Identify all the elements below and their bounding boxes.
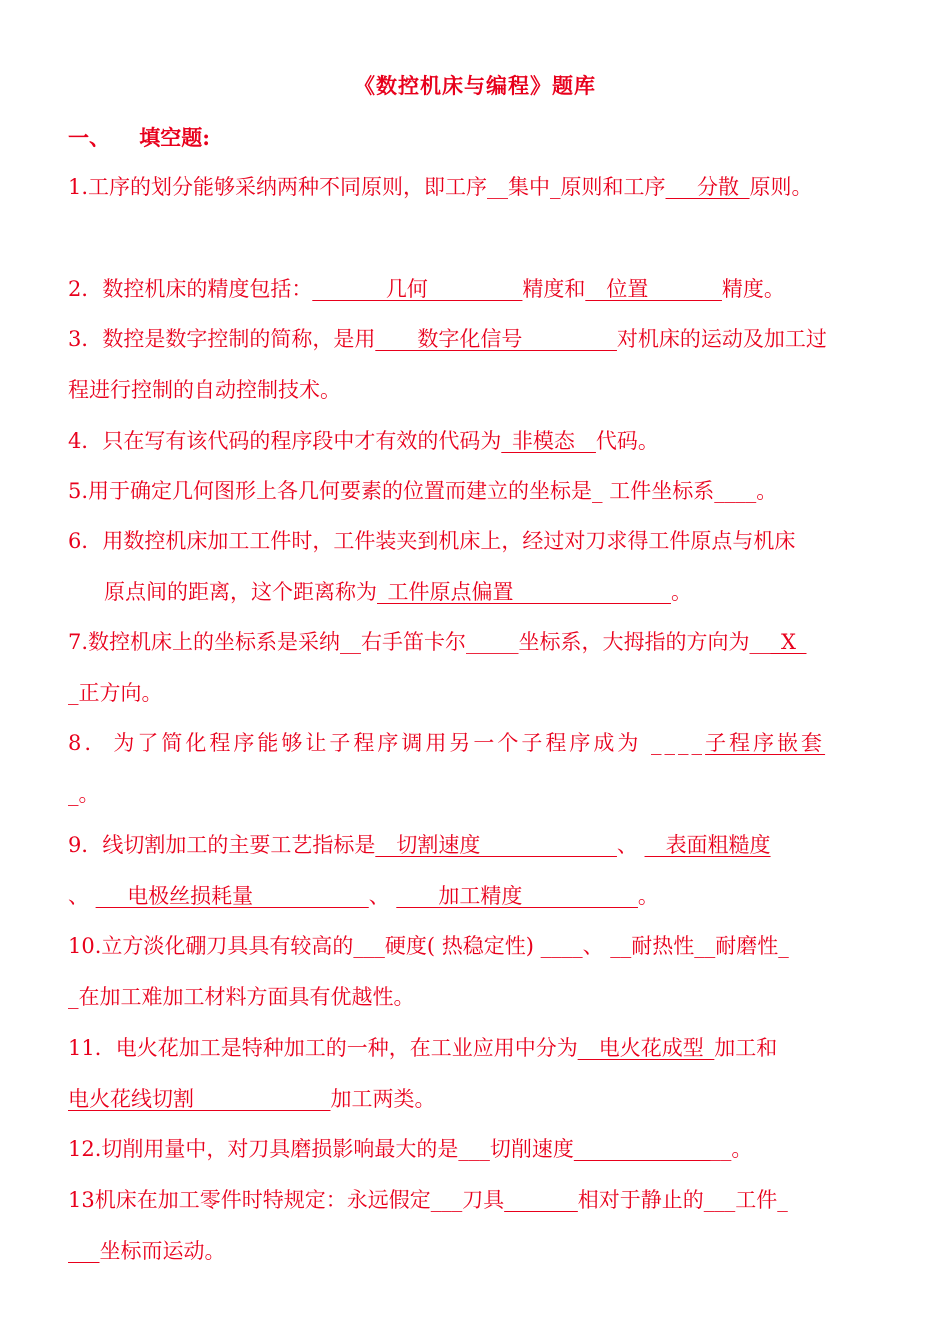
- answer-blank: _____________: [573, 1137, 711, 1161]
- answer-blank: ___电极丝损耗量___________: [95, 884, 369, 908]
- answer-blank: 子程序嵌套: [705, 731, 826, 755]
- question-text: 1.工序的划分能够采纳两种不同原则，即工序: [68, 175, 488, 199]
- answer-blank: _非模态__: [501, 429, 596, 453]
- question-text: _。: [68, 782, 100, 806]
- answer-blank: ___: [68, 1239, 100, 1263]
- question-text: _正方向。: [68, 681, 163, 705]
- question-text: 精度。: [721, 277, 785, 301]
- question-text: 原则。: [749, 175, 813, 199]
- question-text: 对机床的运动及加工过: [616, 327, 827, 351]
- question-text: 、: [68, 884, 96, 908]
- question-line: [68, 1134, 752, 1164]
- question-text: 程进行控制的自动控制技术。: [68, 378, 341, 402]
- question-text: 、: [616, 833, 645, 857]
- question-line: [68, 881, 659, 911]
- question-text: 坐标而运动。: [99, 1239, 226, 1263]
- answer-blank: ____加工精度___________: [396, 884, 638, 908]
- question-text: 。: [671, 580, 692, 604]
- question-line: [68, 172, 813, 202]
- question-text: 代码。: [595, 429, 659, 453]
- question-line: [68, 678, 163, 708]
- question-text: 8. 为了简化程序能够让子程序调用另一个子程序成为 ____: [68, 731, 706, 755]
- question-line: [104, 577, 692, 607]
- question-text: 10.立方淡化硼刀具具有较高的___硬度( 热稳定性) ____、 __耐热性__耐磨性_: [68, 934, 789, 958]
- question-line: [68, 931, 789, 961]
- question-line: [68, 526, 795, 556]
- section-label: 填空题:: [139, 125, 211, 150]
- section-heading: [68, 122, 210, 152]
- question-text: 、: [368, 884, 397, 908]
- question-line: [68, 426, 659, 456]
- question-text: 4．只在写有该代码的程序段中才有效的代码为: [68, 429, 502, 453]
- answer-blank: _______: [504, 1188, 578, 1212]
- question-line: [68, 324, 827, 354]
- page-title: 《数控机床与编程》题库: [354, 73, 596, 98]
- question-line: [68, 982, 415, 1012]
- question-text: 。: [637, 884, 659, 908]
- question-line: [68, 830, 771, 860]
- question-text: 11．电火花加工是特种加工的一种，在工业应用中分为: [68, 1036, 578, 1060]
- question-text: 12.切削用量中，对刀具磨损影响最大的是___切削速度: [68, 1137, 574, 1161]
- answer-blank: _工件原点偏置_______________: [377, 580, 671, 604]
- answer-blank: __切割速度_____________: [375, 833, 617, 857]
- question-line: [68, 375, 341, 405]
- answer-blank: ____数字化信号_________: [375, 327, 617, 351]
- question-text: __集中_: [487, 175, 561, 199]
- question-text: 相对于静止的___工件_: [577, 1188, 788, 1212]
- question-text: 原则和工序: [560, 175, 666, 199]
- question-text: 13机床在加工零件时特规定：永远假定___刀具: [68, 1188, 505, 1212]
- question-text: __。: [710, 1137, 753, 1161]
- question-text: 6．用数控机床加工工件时，工件装夹到机床上，经过对刀求得工件原点与机床: [68, 529, 796, 553]
- question-text: 加工和: [714, 1036, 778, 1060]
- section-number: 一、: [68, 125, 110, 150]
- question-text: 原点间的距离，这个距离称为: [104, 580, 377, 604]
- question-text: _在加工难加工材料方面具有优越性。: [68, 985, 415, 1009]
- question-line: [68, 728, 825, 758]
- question-text: 加工两类。: [330, 1087, 436, 1111]
- question-text: 2．数控机床的精度包括：: [68, 277, 313, 301]
- question-text: 7.数控机床上的坐标系是采纳__右手笛卡尔_____坐标系，大拇指的方向为__: [68, 630, 771, 654]
- question-line: [68, 476, 777, 506]
- question-text: 精度和: [522, 277, 586, 301]
- question-line: [68, 1185, 788, 1215]
- question-line: [68, 1236, 226, 1266]
- question-text: 3．数控是数字控制的简称，是用: [68, 327, 376, 351]
- question-line: [68, 1084, 436, 1114]
- answer-blank: _X_: [770, 630, 807, 654]
- answer-blank: _______几何_________: [312, 277, 523, 301]
- answer-blank: __电火花成型_: [577, 1036, 715, 1060]
- answer-blank: __位置_______: [585, 277, 722, 301]
- question-line: [68, 274, 785, 304]
- question-line: [68, 1033, 777, 1063]
- question-line: [68, 627, 807, 657]
- question-line: [68, 779, 100, 809]
- answer-blank: ___分散_: [665, 175, 750, 199]
- answer-blank: 电火花线切割_____________: [68, 1087, 331, 1111]
- answer-blank: __表面粗糙度: [644, 833, 771, 857]
- question-text: 9．线切割加工的主要工艺指标是: [68, 833, 376, 857]
- question-text: 5.用于确定几何图形上各几何要素的位置而建立的坐标是_ 工件坐标系____。: [68, 479, 778, 503]
